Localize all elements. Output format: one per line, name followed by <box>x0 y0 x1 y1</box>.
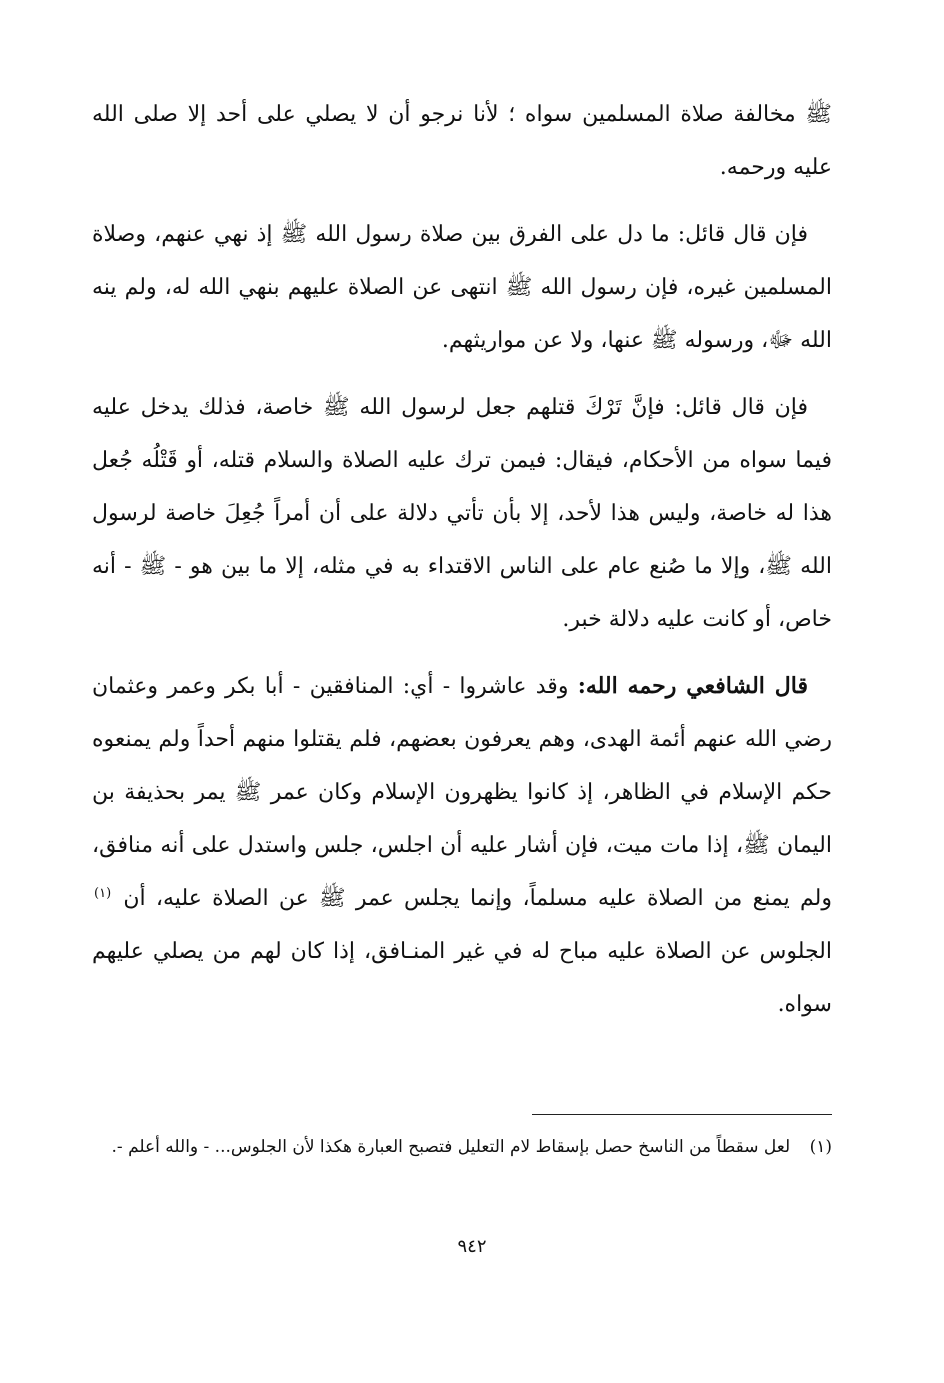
paragraph-4-text: وقد عاشروا - أي: المنافقين - أبا بكر وعمر وعثمان رضي الله عنهم أئمة الهدى، وهم يعرفون بعضهم، فلم يقتلوا منهم أحداً ولم يمنعوه حكم الإسلام في الظاهر، إذ كانوا يظهرون الإسلام وكان عمر ﷺ يمر بحذيفة بن اليمان ﷺ، إذا مات ميت، فإن أشار عليه أن اجلس، جلس واستدل على أنه منافق، ولم يمنع من الصلاة عليه مسلماً، وإنما يجلس عمر ﷺ عن الصلاة عليه، أن <box>92 674 832 911</box>
paragraph-1 <box>92 88 832 194</box>
paragraph-1-text: ﷺ مخالفة صلاة المسلمين سواه ؛ لأنا نرجو أن لا يصلي على أحد إلا صلى الله عليه ورحمه. <box>92 102 832 180</box>
page-number: ٩٤٢ <box>457 1236 487 1257</box>
paragraph-2-text: فإن قال قائل: ما دل على الفرق بين صلاة رسول الله ﷺ إذ نهي عنهم، وصلاة المسلمين غيره، فإن رسول الله ﷺ انتهى عن الصلاة عليهم بنهي الله له، ولم ينه الله ﷻ، ورسوله ﷺ عنها، ولا عن مواريثهم. <box>92 222 832 353</box>
paragraph-3-text: فإن قال قائل: فإنَّ تَرْكَ قتلهم جعل لرسول الله ﷺ خاصة، فذلك يدخل عليه فيما سواه من الأحكام، فيقال: فيمن ترك عليه الصلاة والسلام قتله، أو قَتْلُه جُعل هذا له خاصة، وليس هذا لأحد، إلا بأن تأتي دلالة على أن أمراً جُعِلَ خاصة لرسول الله ﷺ، وإلا ما صُنع عام على الناس الاقتداء به في مثله، إلا ما بين هو - ﷺ - أنه خاص، أو كانت عليه دلالة خبر. <box>92 395 832 632</box>
footnote <box>100 1126 832 1168</box>
paragraph-3 <box>92 381 832 646</box>
main-text <box>92 88 832 1045</box>
paragraph-2 <box>92 208 832 367</box>
paragraph-4-text-after: الجلوس عن الصلاة عليه مباح له في غير المنـافق، إذا كان لهم من يصلي عليهم سواه. <box>92 939 832 1017</box>
footnote-text: لعل سقطاً من الناسخ حصل بإسقاط لام التعليل فتصبح العبارة هكذا لأن الجلوس... - والله أعلم -. <box>111 1137 791 1157</box>
footnote-number: (١) <box>809 1137 832 1157</box>
footnote-divider <box>532 1114 832 1115</box>
footnote-reference[interactable]: (١) <box>94 885 112 901</box>
paragraph-4 <box>92 660 832 1031</box>
paragraph-4-lead: قال الشافعي رحمه الله: <box>577 673 808 699</box>
